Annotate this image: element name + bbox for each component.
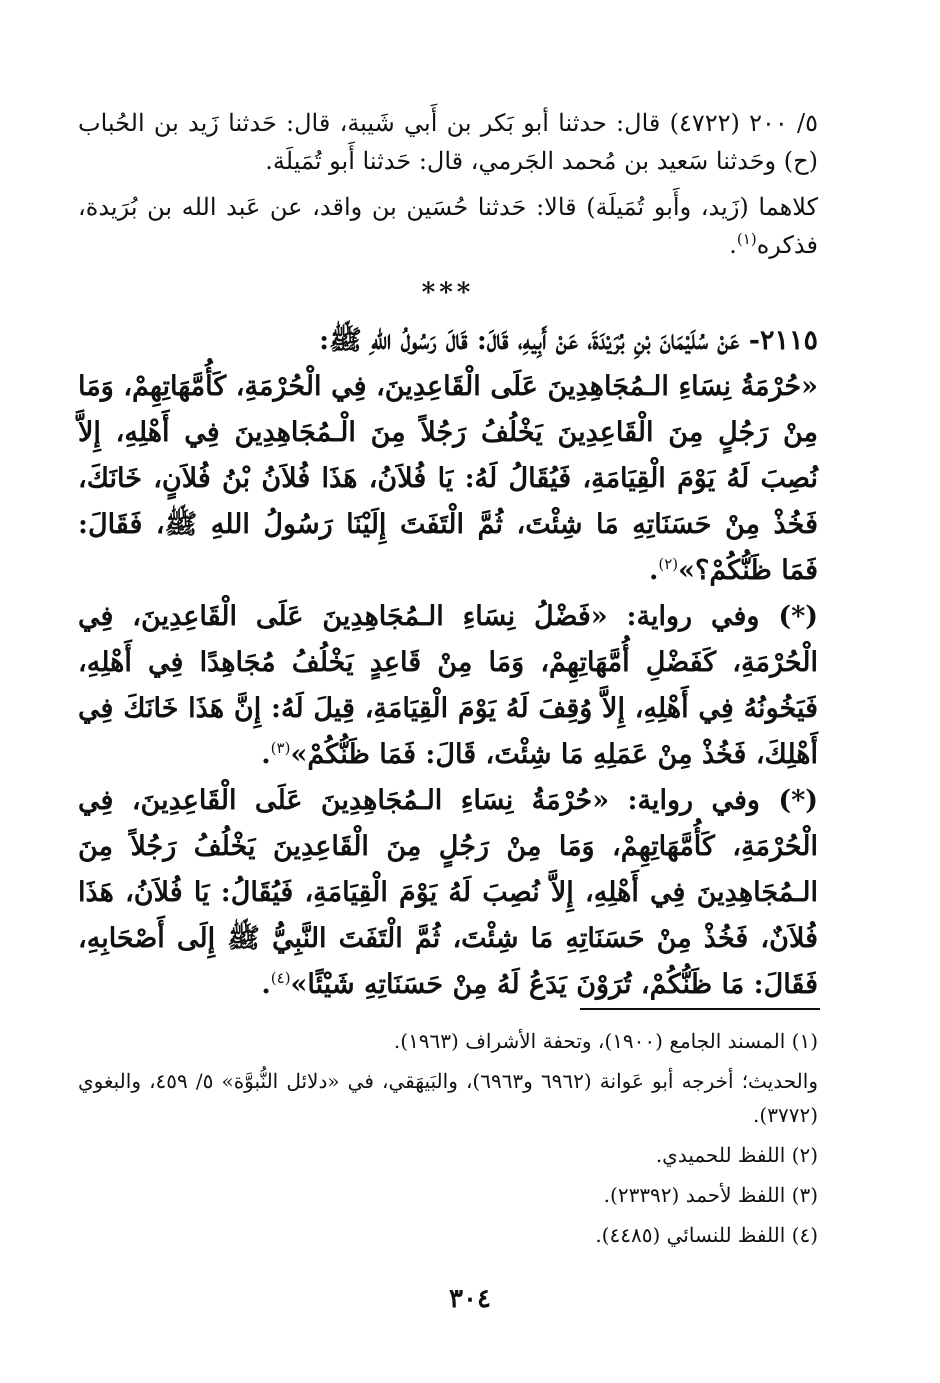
footnote-ref-4[interactable]: (٤) — [270, 969, 291, 987]
footnote-divider — [580, 1008, 820, 1010]
riwaya-1-text: وفي رواية: «فَضْلُ نِسَاءِ الـمُجَاهِدِينَ عَلَى الْقَاعِدِينَ، فِي الْحُرْمَةِ، كَفَضْلِ أُمَّهَاتِهِمْ، وَمَا مِنْ قَاعِدٍ يَخْلُفُ مُجَاهِدًا فِي أَهْلِهِ، فَيَخُونُهُ فِي أَهْلِهِ، إِلاَّ وُقِفَ لَهُ يَوْمَ الْقِيَامَةِ، قِيلَ لَهُ: إِنَّ هَذَا خَانَكَ فِي أَهْلِكَ، فَخُذْ مِنْ عَمَلِهِ مَا شِئْتَ، قَالَ: فَمَا ظَنُّكُمْ» — [78, 601, 818, 770]
riwaya-2-marker: (*) — [778, 785, 818, 816]
footnote-4: (٤) اللفظ للنسائي (٤٤٨٥). — [595, 1223, 818, 1247]
footnotes — [78, 1024, 818, 1258]
riwaya-2-text: وفي رواية: «حُرْمَةُ نِسَاءِ الـمُجَاهِدِينَ عَلَى الْقَاعِدِينَ، فِي الْحُرْمَةِ، كَأُمَّهَاتِهِمْ، وَمَا مِنْ رَجُلٍ مِنَ الْقَاعِدِينَ يَخْلُفُ رَجُلاً مِنَ الـمُجَاهِدِينَ فِي أَهْلِهِ، إِلاَّ نُصِبَ لَهُ يَوْمَ الْقِيَامَةِ، فَيُقَالُ: يَا فُلاَنُ، هَذَا فُلاَنٌ، فَخُذْ مِنْ حَسَنَاتِهِ مَا شِئْتَ، ثُمَّ الْتَفَتَ النَّبِيُّ ﷺ إِلَى أَصْحَابِهِ، فَقَالَ: مَا ظَنُّكُمْ، تُرَوْنَ يَدَعُ لَهُ مِنْ حَسَنَاتِهِ شَيْئًا» — [78, 785, 818, 1000]
isnad-line-2-end: . — [729, 231, 737, 259]
hadith-main-text: «حُرْمَةُ نِسَاءِ الـمُجَاهِدِينَ عَلَى الْقَاعِدِينَ، فِي الْحُرْمَةِ، كَأُمَّهَاتِهِمْ، وَمَا مِنْ رَجُلٍ مِنَ الْقَاعِدِينَ يَخْلُفُ رَجُلاً مِنَ الْـمُجَاهِدِينَ فِي أَهْلِهِ، إِلاَّ نُصِبَ لَهُ يَوْمَ الْقِيَامَةِ، فَيُقَالُ لَهُ: يَا فُلاَنُ، هَذَا فُلاَنُ بْنُ فُلاَنٍ، خَانَكَ، فَخُذْ مِنْ حَسَنَاتِهِ مَا شِئْتَ، ثُمَّ الْتَفَتَ إِلَيْنَا رَسُولُ اللهِ ﷺ، فَقَالَ: فَمَا ظَنُّكُمْ؟» — [78, 371, 818, 586]
hadith-number-line: ٢١١٥- عَنْ سُلَيْمَانَ بْنِ بُرَيْدَةَ، عَنْ أَبِيهِ، قَالَ: قَالَ رَسُولُ اللهِ ﷺ: — [319, 325, 818, 356]
footnote-1-continued: والحديث؛ أخرجه أبو عَوانة (٦٩٦٢ و٦٩٦٣)، والبَيهَقي، في «دلائل النُّبوَّة» ٥/ ٤٥٩، والبغوي (٣٧٧٢). — [78, 1069, 818, 1127]
hadith-text — [78, 364, 818, 594]
footnote-ref-2[interactable]: (٢) — [658, 555, 679, 573]
footnote-1: (١) المسند الجامع (١٩٠٠)، وتحفة الأشراف (١٩٦٣). — [393, 1029, 818, 1053]
page-number: ٣٠٤ — [449, 1284, 491, 1314]
isnad-line-2-text: كلاهما (زَيد، وأَبو تُمَيلَة) قالا: حَدثنا حُسَين بن واقد، عن عَبد الله بن بُرَيدة، فذكره — [78, 193, 818, 259]
footnote-ref-3[interactable]: (٣) — [270, 739, 291, 757]
isnad-line-1: ٥/ ٢٠٠ (٤٧٢٢) قال: حدثنا أبو بَكر بن أَبي شَيبة، قال: حَدثنا زَيد بن الحُباب (ح) وحَدثنا سَعيد بن مُحمد الجَرمي، قال: حَدثنا أَبو تُمَيلَة. — [78, 109, 818, 175]
footnote-ref-1[interactable]: (١) — [736, 230, 757, 248]
page-body — [78, 104, 818, 1008]
footnote-2: (٢) اللفظ للحميدي. — [655, 1143, 818, 1167]
hadith-block — [78, 318, 818, 1008]
isnad-line-2 — [78, 188, 818, 264]
riwaya-2 — [78, 778, 818, 1008]
isnad-block — [78, 104, 818, 264]
riwaya-1-end: . — [261, 739, 271, 770]
riwaya-2-end: . — [261, 969, 271, 1000]
riwaya-1-marker: (*) — [778, 601, 818, 632]
footnote-3: (٣) اللفظ لأحمد (٢٣٣٩٢). — [603, 1183, 818, 1207]
section-separator: *** — [421, 278, 475, 308]
hadith-main-end: . — [648, 555, 659, 586]
riwaya-1 — [78, 594, 818, 778]
